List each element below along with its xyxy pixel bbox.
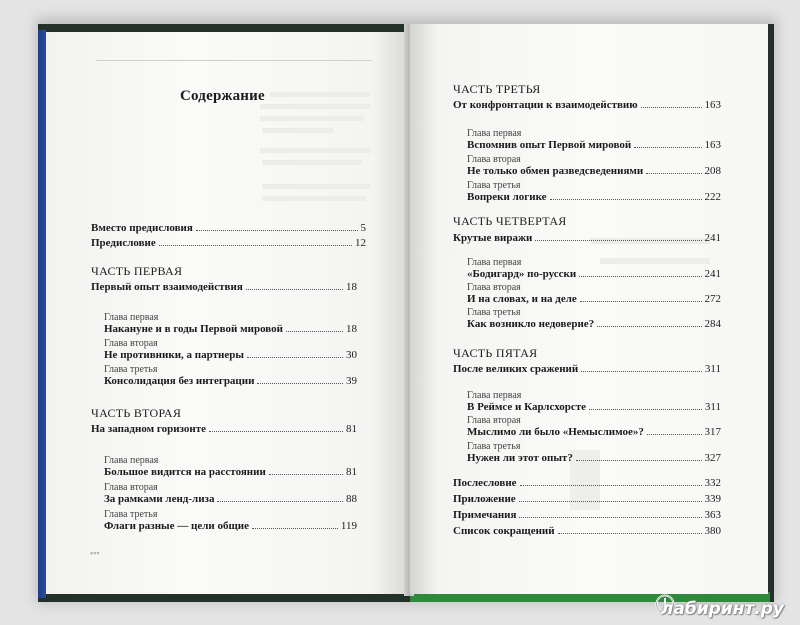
part-page: 241: [704, 232, 721, 244]
chapter-label: Глава третья: [104, 509, 158, 520]
leader-dots: [257, 383, 343, 384]
chapter-title: И на словах, и на деле: [467, 293, 577, 305]
toc-entry: [453, 525, 721, 538]
toc-entry-title: Приложение: [453, 493, 516, 505]
chapter-page: 222: [704, 191, 721, 203]
leader-dots: [589, 409, 702, 410]
leader-dots: [252, 528, 338, 529]
part-title: На западном горизонте: [91, 423, 207, 435]
toc-entry-title: Вместо предисловия: [91, 222, 193, 234]
toc-entry-title: Примечания: [453, 509, 517, 521]
leader-dots: [286, 331, 343, 332]
chapter-label: Глава вторая: [467, 282, 521, 293]
leader-dots: [209, 431, 343, 432]
chapter-title: Вопреки логике: [467, 191, 547, 203]
part-entry: [91, 423, 357, 436]
toc-entry-title: Список сокращений: [453, 525, 555, 537]
leader-dots: [646, 173, 701, 174]
chapter-label: Глава третья: [467, 180, 521, 191]
chapter-label: Глава первая: [467, 257, 522, 268]
chapter-title: Не противники, а партнеры: [104, 349, 244, 361]
leader-dots: [217, 501, 343, 502]
chapter-entry: [467, 268, 721, 281]
toc-entry-page: 332: [704, 477, 721, 489]
chapter-page: 327: [704, 452, 721, 464]
show-through-text: [262, 196, 366, 201]
chapter-label: Глава третья: [467, 441, 521, 452]
toc-entry-title: Послесловие: [453, 477, 517, 489]
chapter-page: 163: [704, 139, 721, 151]
leader-dots: [196, 230, 358, 231]
chapter-label: Глава первая: [104, 312, 159, 323]
chapter-title: Не только обмен разведсведениями: [467, 165, 644, 177]
chapter-title: Флаги разные — цели общие: [104, 520, 249, 532]
chapter-entry: [104, 349, 357, 362]
show-through-text: [600, 258, 710, 264]
leader-dots: [580, 301, 702, 302]
part-entry: [453, 363, 721, 376]
leader-dots: [535, 240, 701, 241]
chapter-page: 30: [346, 349, 357, 361]
show-through-text: [260, 104, 370, 109]
chapter-entry: [104, 466, 357, 479]
part-page: 81: [346, 423, 357, 435]
part-entry: [91, 281, 357, 294]
chapter-title: Мыслимо ли было «Немыслимое»?: [467, 426, 644, 438]
chapter-entry: [467, 426, 721, 439]
toc-entry: [453, 509, 721, 522]
chapter-page: 272: [704, 293, 721, 305]
left-page-header-rule: [96, 60, 372, 61]
show-through-text: [262, 184, 370, 189]
part-page: 311: [704, 363, 721, 375]
chapter-title: В Реймсе и Карлсхорсте: [467, 401, 587, 413]
toc-entry-page: 380: [704, 525, 721, 537]
toc-entry: [91, 237, 366, 250]
watermark-text: лабиринт.ру: [660, 599, 784, 619]
toc-entry-page: 339: [704, 493, 721, 505]
chapter-entry: [104, 323, 357, 336]
leader-dots: [597, 326, 701, 327]
page-number-faint: ▪▪▪: [90, 548, 100, 558]
chapter-entry: [467, 452, 721, 465]
chapter-entry: [467, 165, 721, 178]
chapter-page: 88: [346, 493, 357, 505]
leader-dots: [581, 371, 702, 372]
part-entry: [453, 232, 721, 245]
chapter-title: Нужен ли этот опыт?: [467, 452, 573, 464]
chapter-entry: [467, 401, 721, 414]
part-title: Крутые виражи: [453, 232, 533, 244]
chapter-page: 119: [340, 520, 357, 532]
part-label: ЧАСТЬ ВТОРАЯ: [91, 406, 182, 420]
part-title: Первый опыт взаимодействия: [91, 281, 243, 293]
chapter-title: За рамками ленд-лиза: [104, 493, 215, 505]
chapter-title: Как возникло недоверие?: [467, 318, 595, 330]
part-label: ЧАСТЬ ТРЕТЬЯ: [453, 82, 541, 96]
chapter-entry: [467, 293, 721, 306]
leader-dots: [269, 474, 343, 475]
chapter-entry: [104, 375, 357, 388]
part-label: ЧАСТЬ ПЕРВАЯ: [91, 264, 183, 278]
show-through-text: [262, 128, 334, 133]
chapter-label: Глава вторая: [467, 154, 521, 165]
part-entry: [453, 99, 721, 112]
leader-dots: [520, 485, 702, 486]
chapter-page: 317: [704, 426, 721, 438]
chapter-page: 208: [704, 165, 721, 177]
chapter-label: Глава первая: [467, 390, 522, 401]
show-through-text: [260, 148, 372, 153]
chapter-entry: [467, 139, 721, 152]
leader-dots: [159, 245, 352, 246]
toc-entry-title: Предисловие: [91, 237, 156, 249]
leader-dots: [246, 289, 343, 290]
chapter-entry: [467, 191, 721, 204]
chapter-label: Глава первая: [467, 128, 522, 139]
chapter-label: Глава вторая: [467, 415, 521, 426]
toc-entry: [453, 477, 721, 490]
chapter-title: Вспомнив опыт Первой мировой: [467, 139, 632, 151]
chapter-title: «Бодигард» по-русски: [467, 268, 577, 280]
leader-dots: [558, 533, 702, 534]
leader-dots: [647, 434, 702, 435]
leader-dots: [641, 107, 702, 108]
chapter-label: Глава вторая: [104, 338, 158, 349]
toc-entry-page: 12: [355, 237, 366, 249]
chapter-label: Глава вторая: [104, 482, 158, 493]
leader-dots: [576, 460, 702, 461]
chapter-page: 311: [704, 401, 721, 413]
show-through-text: [262, 160, 362, 165]
part-title: После великих сражений: [453, 363, 579, 375]
toc-entry: [91, 222, 366, 235]
part-label: ЧАСТЬ ЧЕТВЕРТАЯ: [453, 214, 567, 228]
chapter-page: 18: [346, 323, 357, 335]
page-title: Содержание: [180, 88, 265, 104]
chapter-label: Глава третья: [104, 364, 158, 375]
chapter-page: 81: [346, 466, 357, 478]
chapter-entry: [104, 493, 357, 506]
show-through-text: [270, 92, 370, 97]
chapter-entry: [467, 318, 721, 331]
cover-edge-blue: [38, 30, 46, 598]
leader-dots: [519, 501, 702, 502]
chapter-title: Накануне и в годы Первой мировой: [104, 323, 284, 335]
toc-entry-page: 5: [360, 222, 366, 234]
part-page: 163: [704, 99, 721, 111]
leader-dots: [550, 199, 702, 200]
part-label: ЧАСТЬ ПЯТАЯ: [453, 346, 538, 360]
show-through-text: [260, 116, 364, 121]
leader-dots: [579, 276, 701, 277]
chapter-page: 241: [704, 268, 721, 280]
toc-entry-page: 363: [704, 509, 721, 521]
toc-entry: [453, 493, 721, 506]
chapter-title: Консолидация без интеграции: [104, 375, 255, 387]
chapter-page: 284: [704, 318, 721, 330]
chapter-entry: [104, 520, 357, 533]
leader-dots: [247, 357, 343, 358]
chapter-page: 39: [346, 375, 357, 387]
chapter-label: Глава третья: [467, 307, 521, 318]
leader-dots: [634, 147, 701, 148]
part-page: 18: [346, 281, 357, 293]
chapter-title: Большое видится на расстоянии: [104, 466, 266, 478]
chapter-label: Глава первая: [104, 455, 159, 466]
part-title: От конфронтации к взаимодействию: [453, 99, 638, 111]
leader-dots: [519, 517, 701, 518]
